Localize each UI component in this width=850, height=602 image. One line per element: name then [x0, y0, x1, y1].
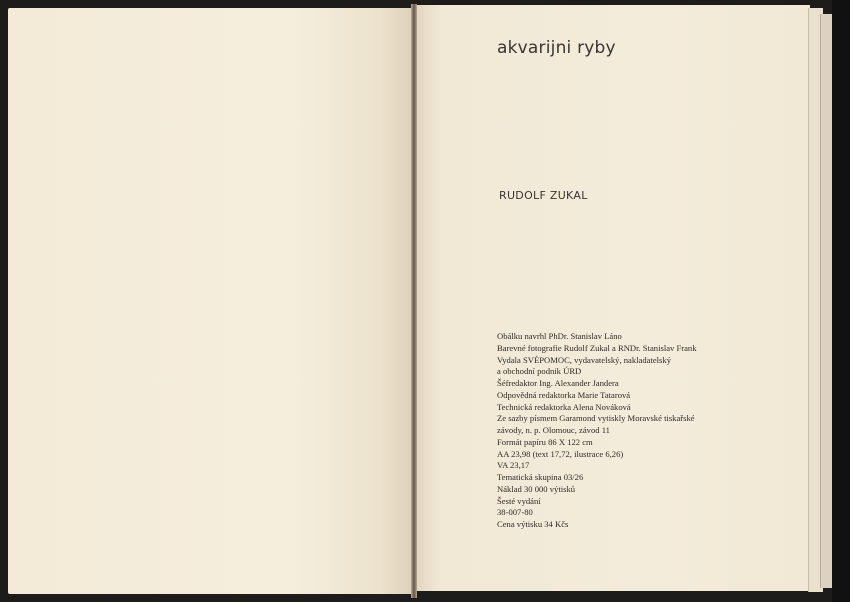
book-author: RUDOLF ZUKAL — [499, 189, 588, 202]
book-title: akvarijni ryby — [497, 38, 616, 58]
colophon-line: Formát papíru 86 X 122 cm — [497, 436, 593, 447]
colophon — [497, 331, 697, 531]
colophon-line: AA 23,98 (text 17,72, ilustrace 6,26) — [497, 448, 624, 459]
colophon-line: Šesté vydání — [497, 495, 541, 506]
colophon-line: Odpovědná redaktorka Marie Tatarová — [497, 389, 631, 400]
background-edge — [832, 0, 850, 602]
colophon-line: Náklad 30 000 výtisků — [497, 483, 576, 494]
colophon-line: Cena výtisku 34 Kčs — [497, 519, 569, 529]
colophon-line: VA 23,17 — [497, 460, 530, 471]
colophon-line: Ze sazby písmem Garamond vytiskly Moravské tiskařské — [497, 413, 695, 424]
colophon-line: a obchodní podnik ÚRD — [497, 366, 582, 377]
colophon-line: Barevné fotografie Rudolf Zukal a RNDr. Stanislav Frank — [497, 342, 697, 353]
left-page — [8, 8, 413, 594]
colophon-line: Tematická skupina 03/26 — [497, 472, 584, 482]
colophon-line: 38-007-80 — [497, 507, 533, 518]
colophon-line: Technická redaktorka Alena Nováková — [497, 401, 631, 412]
colophon-line: Obálku navrhl PhDr. Stanislav Láno — [497, 331, 622, 341]
colophon-line: Šéfredaktor Ing. Alexander Jandera — [497, 378, 619, 388]
colophon-line: Vydala SVÉPOMOC, vydavatelský, nakladatelský — [497, 354, 671, 365]
colophon-line: závody, n. p. Olomouc, závod 11 — [497, 425, 610, 435]
